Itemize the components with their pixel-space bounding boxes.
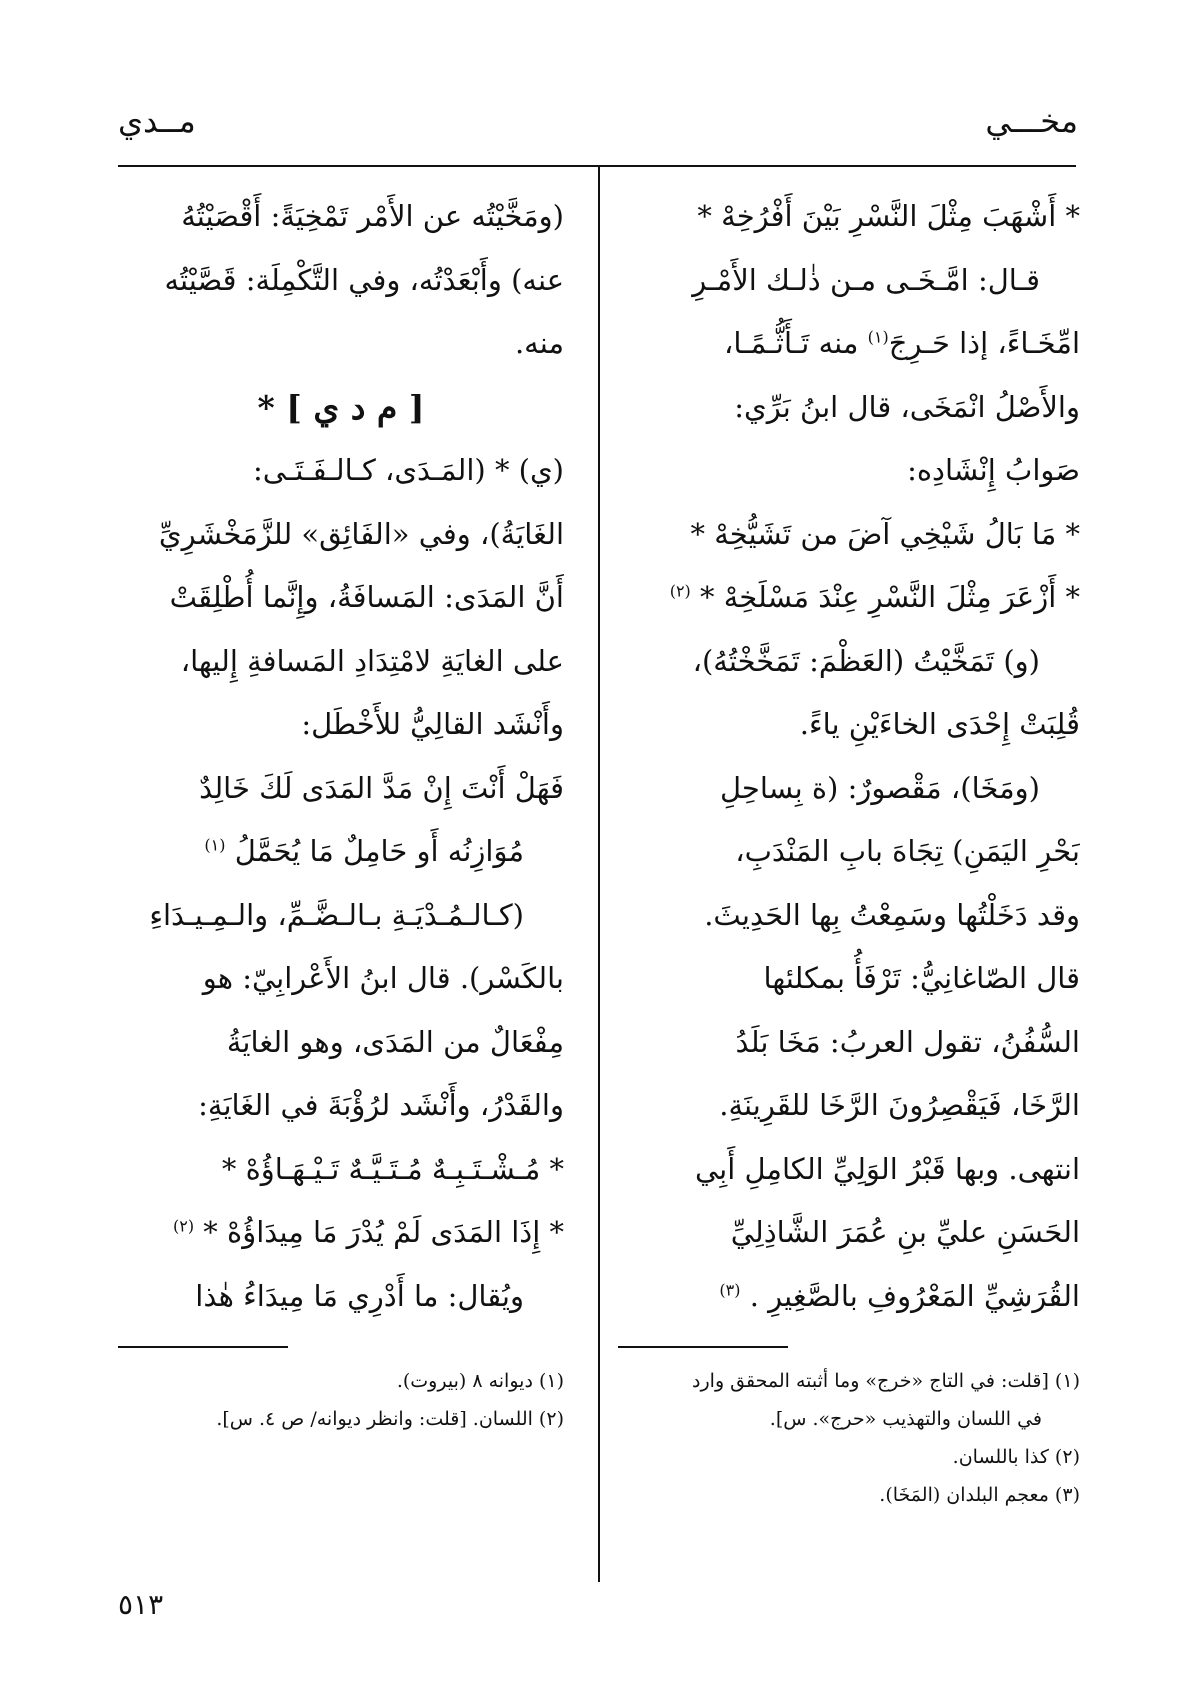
- text-line: السُّفُنُ، تقول العربُ: مَخَا بَلَدُ: [735, 1024, 1080, 1059]
- text-line: وقد دَخَلْتُها وسَمِعْتُ بِها الحَدِيثَ.: [704, 897, 1080, 932]
- footnote: (٢) اللسان. [قلت: وانظر ديوانه/ ص ٤. س].: [216, 1408, 564, 1430]
- text-line-part: القُرَشِيِّ المَعْرُوفِ بالصَّغِيرِ .: [749, 1278, 1080, 1313]
- header-left-word: مــدي: [118, 102, 196, 140]
- text-line: (كـالـمُـدْيَـةِ بـالـضَّـمِّ، والـمِـيـدَاءِ: [149, 897, 524, 932]
- text-line: عنه) وأَبْعَدْتُه، وفي التَّكْمِلَة: قَصَّيْتُه: [164, 262, 564, 297]
- text-line: [618, 1265, 1080, 1329]
- text-line: قُلِبَتْ إِحْدَى الخاءَيْنِ ياءً.: [799, 707, 1080, 741]
- text-line: على الغايَةِ لامْتِدَادِ المَسافةِ إِليها،: [180, 643, 564, 678]
- header-rule: [118, 165, 1076, 167]
- verse-line: * مَا بَالُ شَيْخِي آضَ من تَشَيُّخِهْ *: [690, 516, 1080, 551]
- page-number: ٥١٣: [118, 1588, 164, 1621]
- footnote-continuation: في اللسان والتهذيب «حرج». س].: [769, 1408, 1042, 1430]
- footnote-mark: (٢): [669, 581, 691, 601]
- footnote-rule: [618, 1346, 788, 1348]
- verse-line: فَهَلْ أَنْتَ إِنْ مَدَّ المَدَى لَكَ خَالِدٌ: [199, 770, 564, 805]
- header-right-word: مخـــي: [985, 102, 1078, 140]
- text-line: أَنَّ المَدَى: المَسافَةُ، وإِنَّما أُطْلِقَتْ: [169, 580, 564, 614]
- verse-line: [618, 566, 1080, 630]
- text-line: مِفْعَالٌ من المَدَى، وهو الغايَةُ: [226, 1024, 564, 1059]
- text-line: منه.: [514, 326, 564, 360]
- text-line: انتهى. وبها قَبْرُ الوَلِيِّ الكامِلِ أَبِي: [694, 1151, 1080, 1186]
- footnote-rule: [118, 1346, 288, 1348]
- text-line: الرَّخَا، فَيَقْصِرُونَ الرَّخَا للقَرِينَةِ.: [719, 1088, 1080, 1122]
- text-line: بَحْرِ اليَمَنِ) تِجَاهَ بابِ المَنْدَبِ،: [735, 834, 1080, 868]
- verse-line: * أَشْهَبَ مِثْلَ النَّسْرِ بَيْنَ أَفْرُخِهْ *: [697, 199, 1080, 233]
- footnote-mark: (١): [204, 835, 226, 855]
- text-line: بالكَسْر). قال ابنُ الأَعْرابِيّ: هو: [202, 961, 564, 995]
- text-line: [618, 312, 1080, 376]
- footnote: (١) [قلت: في التاج «خرج» وما أثبته المحقق وارد: [692, 1370, 1080, 1392]
- verse-line: [118, 820, 564, 884]
- text-line: (ي) * (المَـدَى، كـالـفَـتَـى:: [252, 453, 564, 487]
- footnote: (٢) كذا باللسان.: [952, 1446, 1080, 1468]
- text-line: صَوابُ إِنْشَادِه:: [907, 453, 1080, 487]
- footnote-mark: (٣): [719, 1279, 741, 1299]
- footnote-mark: (٢): [172, 1216, 195, 1236]
- verse-line: * مُـشْـتَـبِـهٌ مُـتَـيَّـهٌ تَـيْـهَـاؤُهْ *: [221, 1151, 564, 1186]
- text-line: ويُقال: ما أَدْرِي مَا مِيدَاءُ هٰذا: [195, 1278, 524, 1313]
- footnotes: [618, 1362, 1080, 1514]
- entry-heading: [ م د ي ] *: [257, 387, 425, 427]
- footnote: (١) ديوانه ٨ (بيروت).: [396, 1370, 564, 1392]
- right-column: [618, 185, 1080, 1514]
- text-line: قـال: امَّـخَـى مـن ذٰلـك الأَمْـرِ: [692, 262, 1040, 297]
- text-line: والأَصْلُ انْمَخَى، قال ابنُ بَرِّي:: [734, 389, 1080, 424]
- text-line-part: منه تَـأَثُّـمًـا،: [723, 326, 868, 360]
- text-line: والقَدْرُ، وأَنْشَد لرُؤْبَةَ في الغَايَةِ:: [198, 1088, 564, 1122]
- verse-line-text: مُوَازِنُه أَو حَامِلٌ مَا يُحَمَّلُ: [234, 834, 524, 868]
- text-line: الحَسَنِ عليِّ بنِ عُمَرَ الشَّاذِلِيِّ: [730, 1215, 1080, 1249]
- text-line: (ومَخَا)، مَقْصورٌ: (ة بِساحِلِ: [719, 770, 1040, 805]
- footnotes: [118, 1362, 564, 1438]
- text-line: الغَايَةُ)، وفي «الفَائِق» للزَّمَخْشَرِيِّ: [158, 516, 564, 551]
- text-line-part: امِّخَـاءً، إذا حَـرِجَ: [888, 326, 1080, 360]
- verse-line-text: * أَزْعَرَ مِثْلَ النَّسْرِ عِنْدَ مَسْلَخِهْ *: [700, 580, 1080, 614]
- verse-line: [118, 1201, 564, 1265]
- footnote-mark: (١): [867, 327, 889, 347]
- text-line: قال الصّاغانِيُّ: تَرْفَأُ بمكلئها: [763, 961, 1080, 995]
- column-divider: [598, 166, 600, 1582]
- left-column: [118, 185, 564, 1438]
- text-line-part: [724, 326, 1080, 360]
- footnote: (٣) معجم البلدان (المَخَا).: [879, 1484, 1080, 1506]
- verse-line-text: * إِذَا المَدَى لَمْ يُدْرَ مَا مِيدَاؤُهْ *: [203, 1215, 564, 1249]
- text-line: (و) تَمَخَّيْتُ (العَظْمَ: تَمَخَّخْتُهُ)،: [692, 643, 1040, 678]
- text-line: وأَنْشَد القالِيُّ للأَخْطَل:: [301, 707, 564, 741]
- text-line: (ومَخَّيْتُه عن الأَمْر تَمْخِيَةً: أَقْصَيْتُهُ: [181, 199, 564, 233]
